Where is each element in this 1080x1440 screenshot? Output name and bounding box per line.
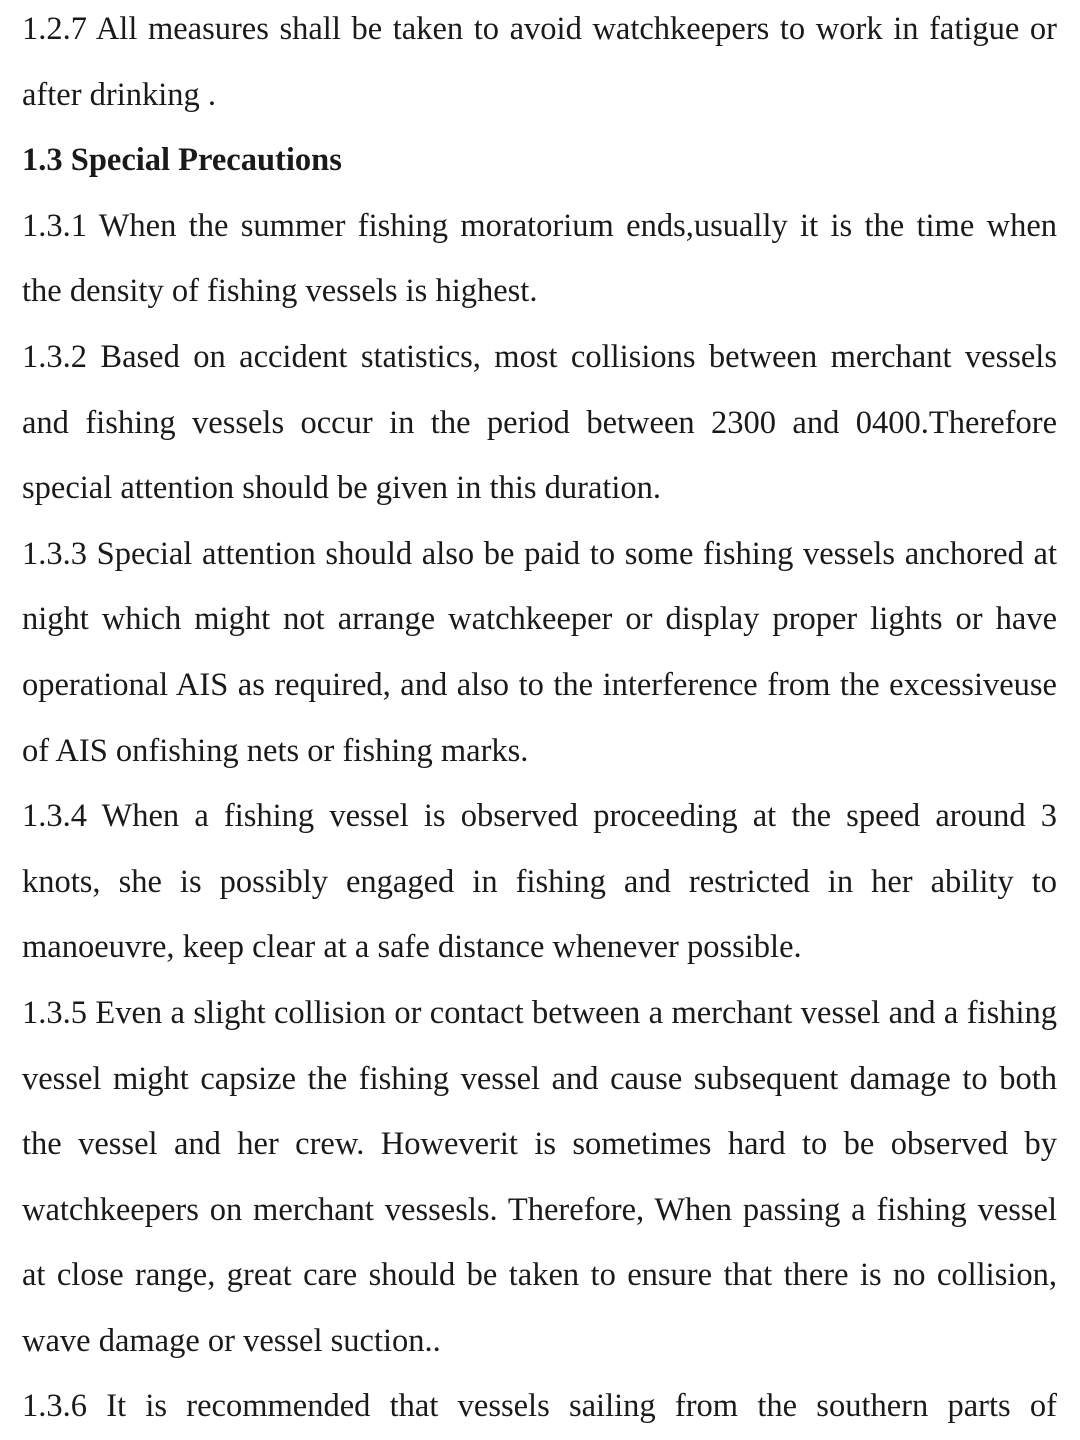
paragraph-1-3-1: 1.3.1 When the summer fishing moratorium ends,usually it is the time when the density of fishing vessels is highest.: [22, 207, 1057, 310]
paragraph-1-3-4: 1.3.4 When a fishing vessel is observed proceeding at the speed around 3 knots, she is possibly engaged in fishing and restricted in her ability to manoeuvre, keep clear at a safe distance whenever possible.: [22, 798, 1057, 966]
paragraph-1-3-6: 1.3.6 It is recommended that vessels sailing from the southern parts of: [22, 1388, 1057, 1425]
section-heading-1-3: 1.3 Special Precautions: [22, 142, 342, 179]
paragraph-1-3-3: 1.3.3 Special attention should also be paid to some fishing vessels anchored at night which might not arrange watchkeeper or display proper lights or have operational AIS as required, and also to the interference from the excessiveuse of AIS onfishing nets or fishing marks.: [22, 535, 1057, 769]
paragraph-1-3-2: 1.3.2 Based on accident statistics, most collisions between merchant vessels and fishing vessels occur in the period between 2300 and 0400.Therefore special attention should be given in this duration.: [22, 338, 1057, 507]
document-page: [22, 0, 1057, 1440]
paragraph-1-2-7: 1.2.7 All measures shall be taken to avoid watchkeepers to work in fatigue or after drinking .: [22, 11, 1057, 113]
paragraph-1-3-5: 1.3.5 Even a slight collision or contact between a merchant vessel and a fishing vessel might capsize the fishing vessel and cause subsequent damage to both the vessel and her crew. Howeverit is sometimes hard to be observed by watchkeepers on merchant vessesls. Therefore, When passing a fishing vessel at close range, great care should be taken to ensure that there is no collision, wave damage or vessel suction..: [22, 994, 1057, 1359]
